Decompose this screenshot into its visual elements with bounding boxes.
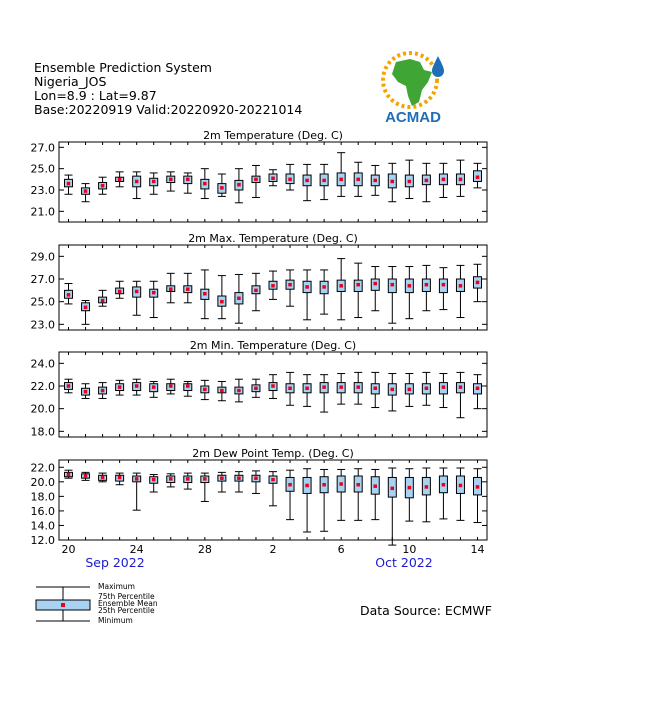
mean-marker — [101, 184, 105, 188]
x-tick-label: 14 — [470, 543, 485, 556]
box-2022-10-08 — [371, 372, 379, 407]
mean-marker — [237, 389, 241, 393]
box-2022-10-14 — [474, 264, 482, 301]
box-2022-09-26 — [167, 474, 175, 487]
box-2022-10-12 — [439, 468, 447, 519]
mean-marker — [169, 178, 173, 182]
mean-marker — [425, 179, 429, 183]
box-2022-09-20 — [65, 284, 73, 304]
box-2022-10-05 — [320, 270, 328, 314]
x-tick-label: 10 — [402, 543, 417, 556]
mean-marker — [84, 306, 88, 310]
box-2022-09-23 — [116, 172, 124, 187]
box-2022-10-06 — [337, 259, 345, 320]
mean-marker — [339, 482, 343, 486]
mean-marker — [101, 389, 105, 393]
box-2022-09-22 — [99, 383, 107, 399]
mean-marker — [356, 483, 360, 487]
panel-title: 2m Temperature (Deg. C) — [203, 129, 343, 142]
mean-marker — [339, 284, 343, 288]
box-2022-10-03 — [286, 470, 294, 519]
box-2022-10-04 — [303, 164, 311, 200]
mean-marker — [135, 290, 139, 294]
mean-marker — [425, 283, 429, 287]
box-2022-09-23 — [116, 380, 124, 395]
y-tick-label: 21.0 — [30, 205, 55, 219]
x-tick-label: 28 — [197, 543, 212, 556]
box-2022-10-07 — [354, 263, 362, 317]
mean-marker — [322, 385, 326, 389]
mean-marker — [391, 388, 395, 392]
box-2022-09-27 — [184, 381, 192, 396]
box-2022-10-05 — [320, 469, 328, 531]
mean-marker — [356, 385, 360, 389]
mean-marker — [305, 484, 309, 488]
mean-marker — [442, 385, 446, 389]
mean-marker — [118, 385, 122, 389]
y-tick-label: 18.0 — [30, 425, 55, 439]
panel-2 — [31, 232, 488, 331]
mean-marker — [118, 178, 122, 182]
mean-marker — [169, 287, 173, 291]
mean-marker — [254, 387, 257, 391]
y-tick-label: 24.0 — [30, 357, 55, 371]
mean-marker — [442, 483, 446, 487]
box-2022-10-14 — [474, 375, 482, 409]
mean-marker — [186, 477, 190, 481]
box-2022-10-13 — [456, 160, 464, 196]
box-2022-10-09 — [388, 468, 396, 545]
box-2022-10-08 — [371, 469, 379, 519]
box-2022-10-03 — [286, 270, 294, 306]
box-2022-09-25 — [150, 381, 158, 397]
mean-marker — [84, 390, 88, 394]
mean-marker — [459, 178, 463, 182]
box-2022-10-10 — [405, 374, 413, 407]
mean-marker — [476, 387, 480, 391]
chart-title-line1: Ensemble Prediction System — [34, 60, 212, 75]
mean-marker — [186, 178, 190, 182]
y-tick-label: 23.0 — [30, 318, 55, 332]
y-tick-label: 22.0 — [30, 461, 55, 475]
box-2022-10-09 — [388, 163, 396, 201]
mean-marker — [67, 384, 71, 388]
box-2022-09-23 — [116, 473, 124, 485]
mean-marker — [169, 477, 173, 481]
mean-marker — [186, 384, 190, 388]
legend-p25-label: 25th Percentile — [98, 606, 155, 615]
box-2022-10-07 — [354, 162, 362, 196]
mean-marker — [135, 477, 139, 481]
box-2022-09-30 — [235, 472, 243, 492]
box-2022-09-25 — [150, 475, 158, 492]
mean-marker — [408, 486, 412, 490]
box-2022-09-28 — [201, 169, 209, 199]
box-2022-10-13 — [456, 372, 464, 417]
box-2022-09-25 — [150, 173, 158, 194]
box-2022-10-04 — [303, 270, 311, 320]
y-tick-label: 25.0 — [30, 295, 55, 309]
box-2022-10-10 — [405, 160, 413, 198]
mean-marker — [391, 487, 395, 491]
box-2022-10-12 — [439, 268, 447, 310]
y-tick-label: 29.0 — [30, 250, 55, 264]
box-2022-10-01 — [252, 379, 260, 397]
mean-marker — [220, 476, 224, 480]
mean-marker — [152, 478, 156, 482]
mean-marker — [186, 287, 190, 291]
mean-marker — [84, 189, 88, 193]
box-2022-09-21 — [82, 301, 90, 325]
mean-marker — [67, 293, 71, 297]
mean-marker — [254, 178, 257, 182]
mean-marker — [305, 179, 309, 183]
mean-marker — [203, 182, 207, 186]
mean-marker — [254, 476, 257, 480]
mean-marker — [391, 283, 395, 287]
mean-marker — [169, 384, 173, 388]
box-2022-10-06 — [337, 469, 345, 520]
y-tick-label: 12.0 — [30, 534, 55, 547]
x-tick-label: 20 — [61, 543, 76, 556]
box-2022-09-29 — [218, 276, 226, 319]
station-coordinates: Lon=8.9 : Lat=9.87 — [34, 88, 157, 103]
box-2022-09-25 — [150, 281, 158, 317]
mean-marker — [322, 285, 326, 289]
mean-marker — [220, 186, 224, 190]
panel-4 — [31, 447, 488, 547]
box-2022-09-24 — [133, 281, 141, 315]
box-2022-09-20 — [65, 175, 73, 194]
x-tick-label: 24 — [129, 543, 144, 556]
box-2022-09-30 — [235, 379, 243, 402]
box-2022-10-03 — [286, 164, 294, 190]
box-2022-09-22 — [99, 473, 107, 482]
mean-marker — [237, 183, 241, 187]
y-tick-label: 25.0 — [30, 162, 55, 176]
mean-marker — [101, 299, 105, 303]
station-name: Nigeria_JOS — [34, 74, 107, 89]
mean-marker — [288, 178, 292, 182]
box-2022-10-11 — [422, 372, 430, 405]
mean-marker — [152, 291, 156, 295]
mean-marker — [203, 388, 207, 392]
box-2022-09-21 — [82, 384, 90, 399]
mean-marker — [322, 483, 326, 487]
mean-marker — [271, 384, 275, 388]
mean-marker — [459, 385, 463, 389]
box-2022-09-26 — [167, 172, 175, 191]
box-2022-10-11 — [422, 468, 430, 522]
box-2022-09-30 — [235, 274, 243, 323]
mean-marker — [408, 180, 412, 184]
mean-marker — [67, 182, 71, 186]
x-tick-label: 2 — [269, 543, 277, 556]
box-2022-10-05 — [320, 164, 328, 199]
acmad-logo-text: ACMAD — [385, 109, 441, 126]
mean-marker — [220, 389, 224, 393]
box-2022-10-02 — [269, 271, 277, 299]
mean-marker — [476, 281, 480, 285]
box-2022-10-02 — [269, 170, 277, 186]
mean-marker — [67, 473, 71, 477]
mean-marker — [152, 385, 156, 389]
box-2022-09-20 — [65, 379, 73, 393]
box-2022-10-14 — [474, 469, 482, 523]
mean-marker — [135, 180, 139, 184]
forecast-dates: Base:20220919 Valid:20220920-20221014 — [34, 102, 303, 117]
mean-marker — [374, 387, 378, 391]
mean-marker — [271, 478, 275, 482]
box-2022-09-28 — [201, 473, 209, 501]
box-2022-10-01 — [252, 471, 260, 494]
panel-title: 2m Min. Temperature (Deg. C) — [189, 339, 357, 352]
y-tick-label: 23.0 — [30, 184, 55, 197]
box-2022-10-08 — [371, 165, 379, 195]
x-tick-label: 6 — [337, 543, 345, 556]
y-tick-label: 14.0 — [30, 519, 55, 533]
mean-marker — [288, 387, 292, 391]
y-tick-label: 16.0 — [30, 504, 55, 518]
mean-marker — [271, 284, 275, 288]
box-2022-10-10 — [405, 469, 413, 521]
box-2022-10-11 — [422, 265, 430, 310]
mean-marker — [339, 178, 343, 182]
box-2022-10-09 — [388, 267, 396, 324]
box-2022-09-21 — [82, 472, 90, 480]
mean-marker — [271, 177, 275, 181]
mean-marker — [84, 474, 88, 478]
box-2022-09-21 — [82, 184, 90, 202]
box-2022-10-08 — [371, 267, 379, 311]
box-2022-10-04 — [303, 375, 311, 407]
y-tick-label: 20.0 — [30, 475, 55, 489]
box-2022-09-29 — [218, 472, 226, 492]
box-2022-10-02 — [269, 472, 277, 506]
mean-marker — [408, 284, 412, 288]
mean-marker — [339, 385, 343, 389]
box-2022-10-09 — [388, 374, 396, 411]
mean-marker — [118, 290, 122, 294]
box-2022-09-20 — [65, 470, 73, 478]
y-tick-label: 22.0 — [30, 380, 55, 393]
box-2022-10-06 — [337, 153, 345, 197]
mean-marker — [476, 175, 480, 179]
legend-maximum-label: Maximum — [98, 582, 135, 591]
mean-marker — [305, 387, 309, 391]
box-2022-10-01 — [252, 273, 260, 310]
box-2022-10-03 — [286, 372, 294, 405]
mean-marker — [237, 297, 241, 301]
mean-marker — [152, 180, 156, 184]
month-label: Sep 2022 — [85, 555, 145, 570]
data-source: Data Source: ECMWF — [360, 603, 492, 618]
y-tick-label: 20.0 — [30, 402, 55, 416]
box-2022-09-27 — [184, 173, 192, 193]
box-2022-09-27 — [184, 473, 192, 489]
mean-marker — [322, 179, 326, 183]
box-2022-10-05 — [320, 375, 328, 412]
mean-marker — [203, 292, 207, 296]
box-2022-10-12 — [439, 374, 447, 408]
mean-marker — [425, 485, 429, 489]
box-2022-09-29 — [218, 174, 226, 196]
box-2022-09-29 — [218, 381, 226, 400]
mean-marker — [101, 476, 105, 480]
box-2022-10-13 — [456, 468, 464, 520]
legend-p75-label: 75th Percentile — [98, 592, 155, 601]
mean-marker — [135, 384, 139, 388]
mean-marker — [288, 283, 292, 287]
mean-marker — [356, 178, 360, 182]
mean-marker — [408, 388, 412, 392]
legend-minimum-label: Minimum — [98, 616, 133, 625]
box-2022-10-07 — [354, 372, 362, 404]
box-2022-09-24 — [133, 172, 141, 199]
box-2022-09-28 — [201, 270, 209, 319]
mean-marker — [118, 476, 122, 480]
y-tick-label: 27.0 — [30, 141, 55, 155]
box-2022-09-28 — [201, 380, 209, 399]
mean-marker — [288, 483, 292, 487]
mean-marker — [374, 282, 378, 286]
box-2022-10-02 — [269, 375, 277, 399]
y-tick-label: 27.0 — [30, 273, 55, 286]
box-2022-10-04 — [303, 469, 311, 532]
mean-marker — [459, 284, 463, 288]
panel-title: 2m Dew Point Temp. (Deg. C) — [192, 447, 354, 460]
panel-1 — [31, 129, 488, 222]
box-2022-09-24 — [133, 379, 141, 395]
panel-title: 2m Max. Temperature (Deg. C) — [188, 232, 358, 245]
mean-marker — [459, 484, 463, 488]
y-tick-label: 18.0 — [30, 490, 55, 504]
box-2022-09-23 — [116, 281, 124, 298]
box-2022-09-26 — [167, 273, 175, 302]
box-2022-10-10 — [405, 267, 413, 319]
mean-marker — [237, 476, 241, 480]
mean-marker — [442, 178, 446, 182]
mean-marker — [374, 179, 378, 183]
mean-marker — [305, 285, 309, 289]
box-2022-09-22 — [99, 290, 107, 306]
mean-marker — [220, 300, 224, 304]
panel-3 — [31, 339, 488, 438]
box-2022-09-24 — [133, 473, 141, 510]
mean-marker — [476, 485, 480, 489]
box-2022-10-07 — [354, 469, 362, 521]
box-2022-09-30 — [235, 169, 243, 203]
box-2022-10-11 — [422, 163, 430, 201]
box-2022-09-27 — [184, 273, 192, 302]
box-2022-10-13 — [456, 265, 464, 317]
mean-marker — [203, 477, 207, 481]
box-2022-09-22 — [99, 177, 107, 194]
legend-mean-label: Ensemble Mean — [98, 599, 158, 608]
box-2022-10-12 — [439, 163, 447, 197]
legend-mean-marker — [61, 603, 65, 607]
mean-marker — [356, 283, 360, 287]
month-label: Oct 2022 — [375, 555, 433, 570]
box-2022-10-01 — [252, 165, 260, 197]
mean-marker — [442, 283, 446, 287]
mean-marker — [374, 484, 378, 488]
mean-marker — [391, 180, 395, 184]
box-2022-10-14 — [474, 163, 482, 188]
mean-marker — [254, 289, 257, 293]
mean-marker — [425, 387, 429, 391]
box-2022-10-06 — [337, 374, 345, 405]
box-2022-09-26 — [167, 379, 175, 394]
